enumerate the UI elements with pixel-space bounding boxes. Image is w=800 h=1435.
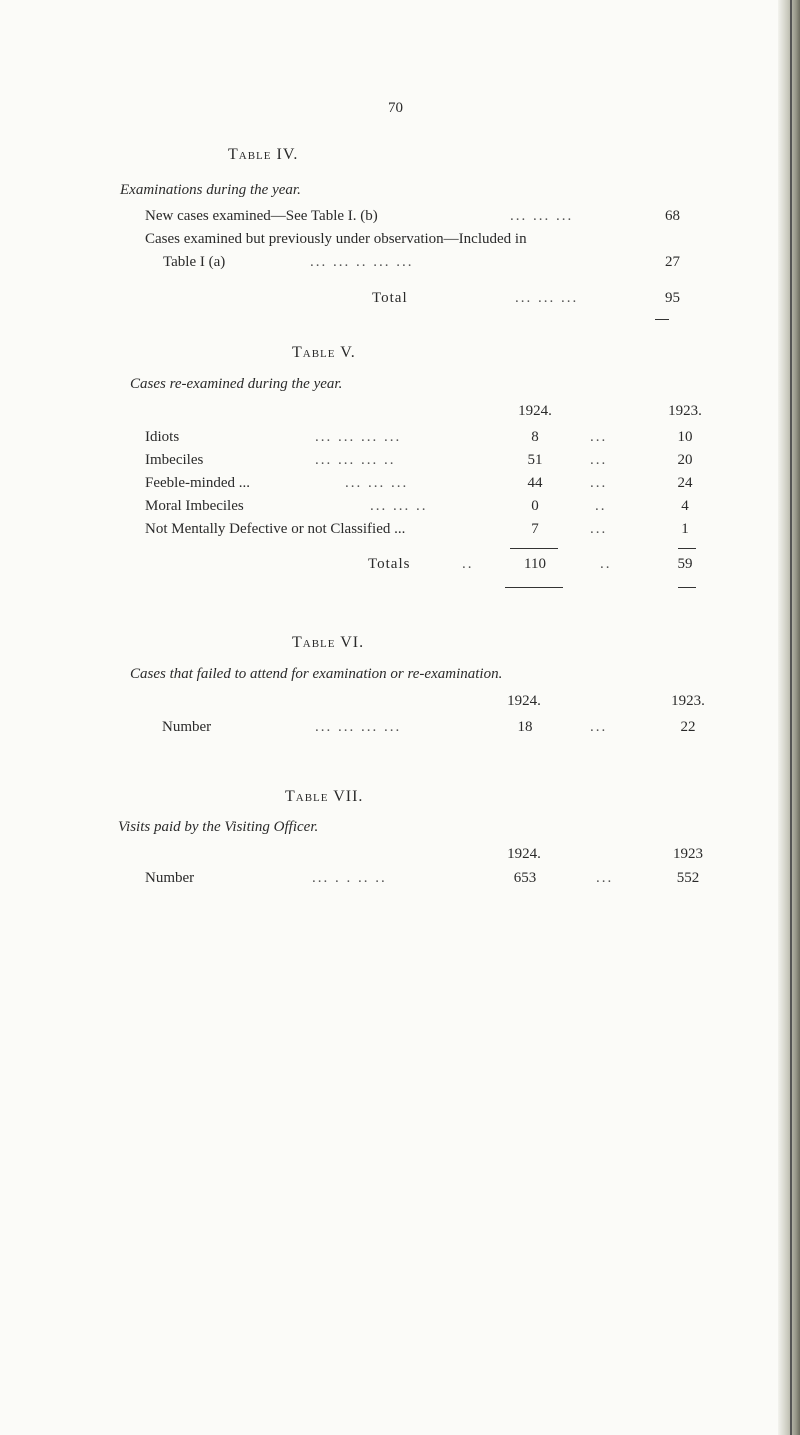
- table4-row2-label-cont: Table I (a): [163, 254, 226, 270]
- table5-row-label: Imbeciles: [145, 452, 204, 468]
- table5-row-sep: ...: [590, 452, 608, 468]
- table7-row-label: Number: [145, 870, 195, 886]
- table7-row-dots: ... . . .. ..: [312, 870, 387, 886]
- table5-row-label: Idiots: [145, 429, 180, 445]
- table5-subtitle: Cases re-examined during the year.: [130, 376, 343, 392]
- table6-row-label: Number: [162, 719, 212, 735]
- table5-row-1923: 24: [677, 475, 693, 491]
- table5-col-1923: 1923.: [668, 403, 702, 419]
- table4-row1-value: 68: [665, 208, 680, 224]
- table5-row-dots: ... ... ...: [345, 475, 409, 491]
- table4-total-value: 95: [665, 290, 680, 306]
- table5-sum-rule-1924: [510, 548, 558, 549]
- table7-title: Table VII.: [285, 788, 364, 805]
- table7-row-1923: 552: [676, 870, 700, 886]
- table5-row-1923: 4: [681, 498, 689, 514]
- table5-row-dots: ... ... ... ..: [315, 452, 396, 468]
- table4-subtitle: Examinations during the year.: [120, 182, 301, 198]
- table7-col-1924: 1924.: [507, 846, 541, 862]
- table5-row-1924: 7: [531, 521, 539, 537]
- table6-col-1924: 1924.: [507, 693, 541, 709]
- table5-total-1923: 59: [677, 556, 693, 572]
- table6-row-1923: 22: [680, 719, 696, 735]
- table6-row-1924: 18: [517, 719, 533, 735]
- table7-row-1924: 653: [513, 870, 537, 886]
- table5-row-dots: ... ... ..: [370, 498, 428, 514]
- table5-total-1924: 110: [524, 556, 546, 572]
- table5-total-dots: ..: [462, 556, 474, 572]
- table5-row-label: Moral Imbeciles: [145, 498, 244, 514]
- table4-row2-label: Cases examined but previously under observation—Included in: [145, 231, 527, 247]
- page-edge-shadow: [778, 0, 800, 1435]
- table6-row-sep: ...: [590, 719, 608, 735]
- table5-total-rule-1924: [505, 587, 563, 588]
- table7-row-sep: ...: [596, 870, 614, 886]
- table4-row1-label: New cases examined—See Table I. (b): [145, 208, 378, 224]
- table5-row-1923: 10: [677, 429, 693, 445]
- table5-row-1924: 0: [531, 498, 539, 514]
- table5-sum-rule-1923: [678, 548, 696, 549]
- table4-title: Table IV.: [228, 146, 299, 163]
- table5-total-label: Totals: [368, 556, 411, 572]
- page-number: 70: [388, 100, 403, 116]
- table5-row-sep: ..: [595, 498, 607, 514]
- table4-row2-value: 27: [665, 254, 680, 270]
- table4-row1-dots: ... ... ...: [510, 208, 574, 224]
- table5-row-1924: 8: [531, 429, 539, 445]
- table5-row-sep: ...: [590, 521, 608, 537]
- table6-row-dots: ... ... ... ...: [315, 719, 402, 735]
- page-edge-line: [790, 0, 792, 1435]
- table5-col-1924: 1924.: [518, 403, 552, 419]
- table5-total-rule-1923: [678, 587, 696, 588]
- table7-subtitle: Visits paid by the Visiting Officer.: [118, 819, 319, 835]
- table6-subtitle: Cases that failed to attend for examination or re-examination.: [130, 666, 503, 682]
- table7-col-1923: 1923: [673, 846, 703, 862]
- table5-row-dots: ... ... ... ...: [315, 429, 402, 445]
- table5-row-1924: 44: [527, 475, 543, 491]
- table4-total-underline: [655, 319, 669, 320]
- table5-row-label: Not Mentally Defective or not Classified ...: [145, 521, 406, 537]
- table6-col-1923: 1923.: [671, 693, 705, 709]
- table4-total-label: Total: [372, 290, 408, 306]
- table5-row-label: Feeble-minded ...: [145, 475, 250, 491]
- table5-row-1924: 51: [527, 452, 543, 468]
- table5-title: Table V.: [292, 344, 356, 361]
- table5-row-1923: 20: [677, 452, 693, 468]
- table5-row-sep: ...: [590, 429, 608, 445]
- table6-title: Table VI.: [292, 634, 365, 651]
- table5-total-sep: ..: [600, 556, 612, 572]
- table5-row-1923: 1: [681, 521, 689, 537]
- table4-row2-dots: ... ... .. ... ...: [310, 254, 414, 270]
- table4-total-dots: ... ... ...: [515, 290, 579, 306]
- table5-row-sep: ...: [590, 475, 608, 491]
